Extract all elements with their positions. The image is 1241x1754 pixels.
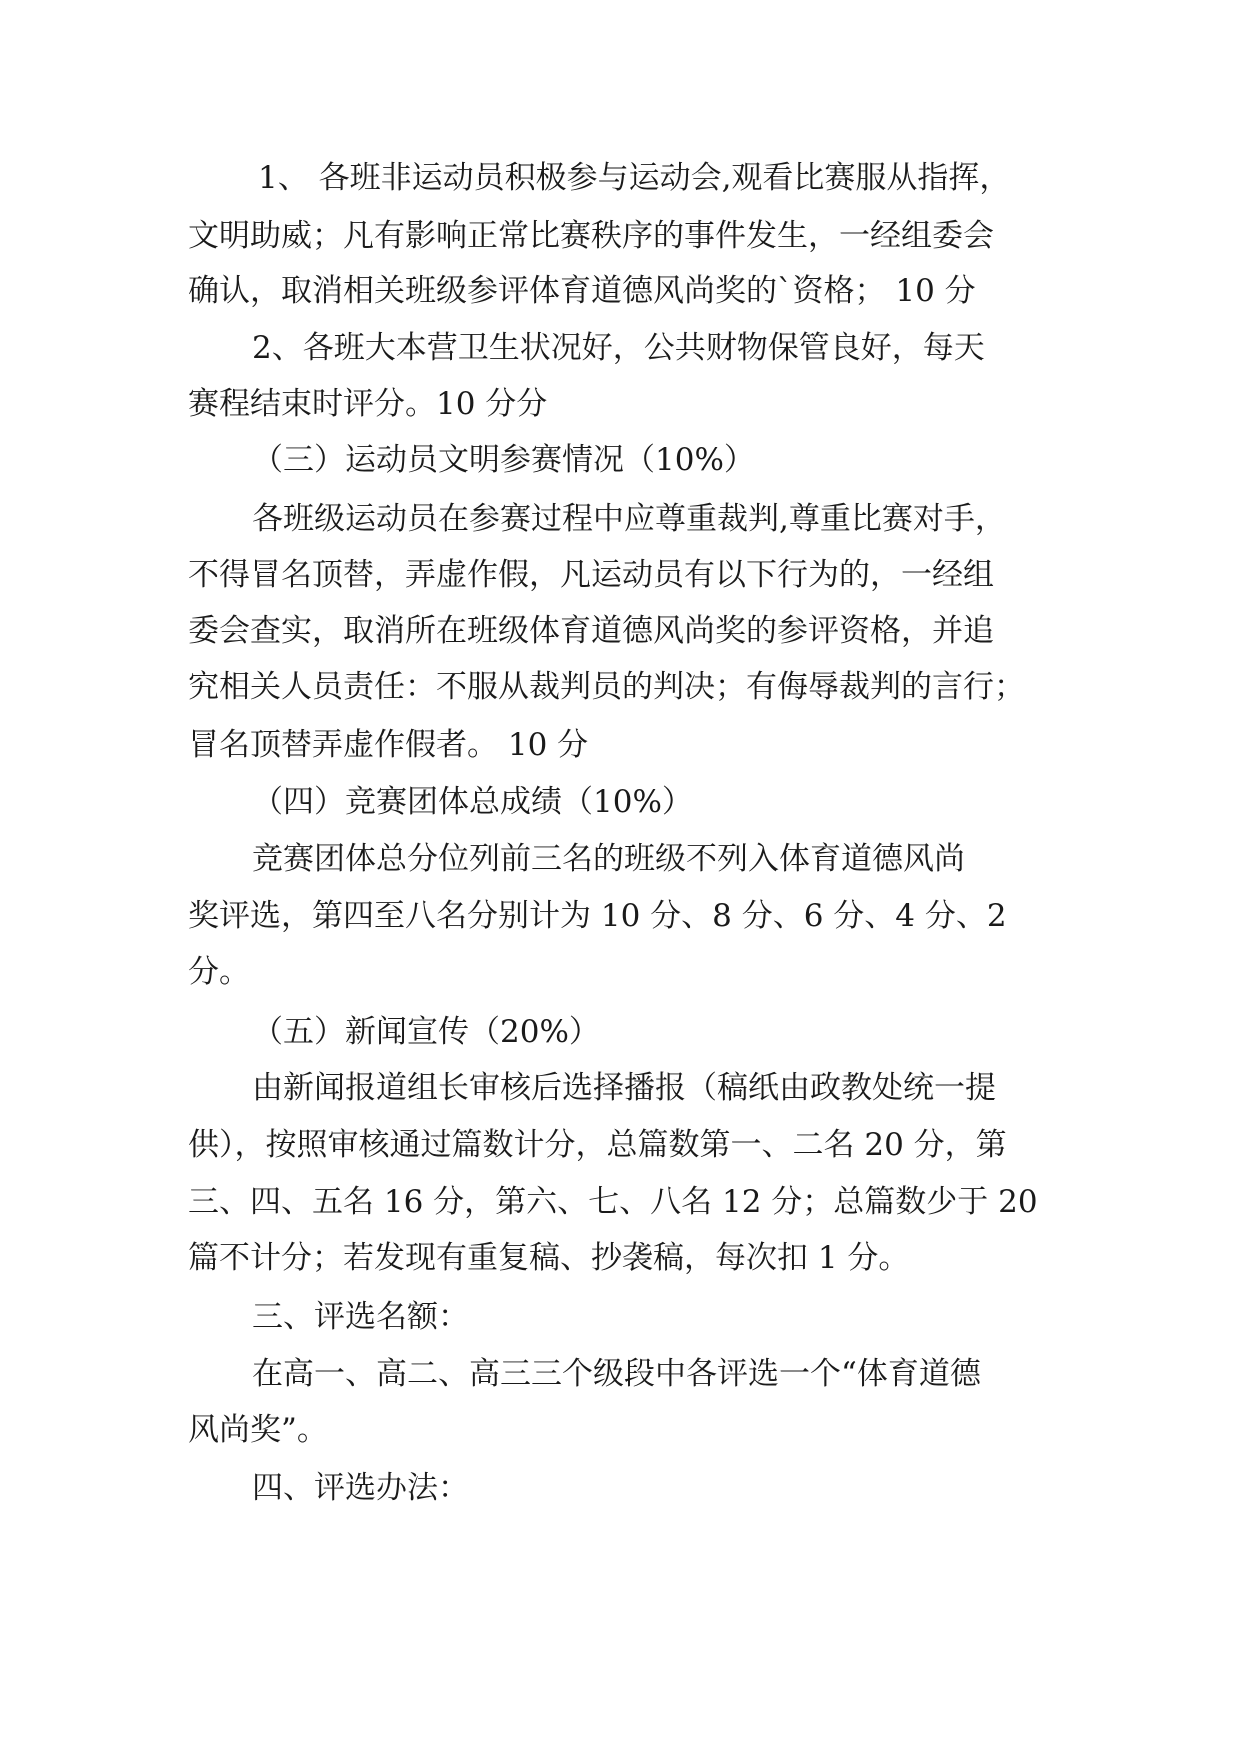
paragraph-line: 冒名顶替弄虚作假者。 10 分: [188, 727, 589, 763]
paragraph-line: 究相关人员责任：不服从裁判员的判决；有侮辱裁判的言行；: [188, 669, 1025, 705]
paragraph-line: 文明助威；凡有影响正常比赛秩序的事件发生，一经组委会: [188, 218, 994, 254]
paragraph-line: 不得冒名顶替，弄虚作假，凡运动员有以下行为的，一经组: [188, 557, 994, 593]
paragraph-line: 赛程结束时评分。10 分分: [188, 386, 548, 422]
paragraph-line: 确认，取消相关班级参评体育道德风尚奖的`资格； 10 分: [188, 273, 976, 309]
section-heading: （三）运动员文明参赛情况（10%）: [252, 442, 755, 478]
paragraph-line: 风尚奖”。: [188, 1412, 328, 1448]
paragraph-line: 各班级运动员在参赛过程中应尊重裁判,尊重比赛对手，: [252, 501, 1006, 537]
paragraph-line: 供），按照审核通过篇数计分，总篇数第一、二名 20 分，第: [188, 1127, 1007, 1163]
paragraph-line: 三、四、五名 16 分，第六、七、八名 12 分；总篇数少于 20: [188, 1184, 1038, 1220]
paragraph-line: 由新闻报道组长审核后选择播报（稿纸由政教处统一提: [252, 1070, 996, 1106]
paragraph-line: 在高一、高二、高三三个级段中各评选一个“体育道德: [252, 1356, 981, 1392]
section-heading: 三、评选名额：: [252, 1299, 469, 1335]
section-heading: （五）新闻宣传（20%）: [252, 1014, 600, 1050]
section-heading: （四）竞赛团体总成绩（10%）: [252, 784, 693, 820]
paragraph-line: 竞赛团体总分位列前三名的班级不列入体育道德风尚: [252, 841, 965, 877]
paragraph-line: 篇不计分；若发现有重复稿、抄袭稿，每次扣 1 分。: [188, 1240, 910, 1276]
paragraph-line: 委会查实，取消所在班级体育道德风尚奖的参评资格，并追: [188, 613, 994, 649]
paragraph-line: 分。: [188, 954, 250, 990]
paragraph-line: 奖评选，第四至八名分别计为 10 分、8 分、6 分、4 分、2: [188, 898, 1007, 934]
paragraph-line: 2、各班大本营卫生状况好，公共财物保管良好，每天: [252, 330, 985, 366]
paragraph-line: 1、 各班非运动员积极参与运动会,观看比赛服从指挥，: [258, 160, 1011, 196]
section-heading: 四、评选办法：: [252, 1470, 469, 1506]
